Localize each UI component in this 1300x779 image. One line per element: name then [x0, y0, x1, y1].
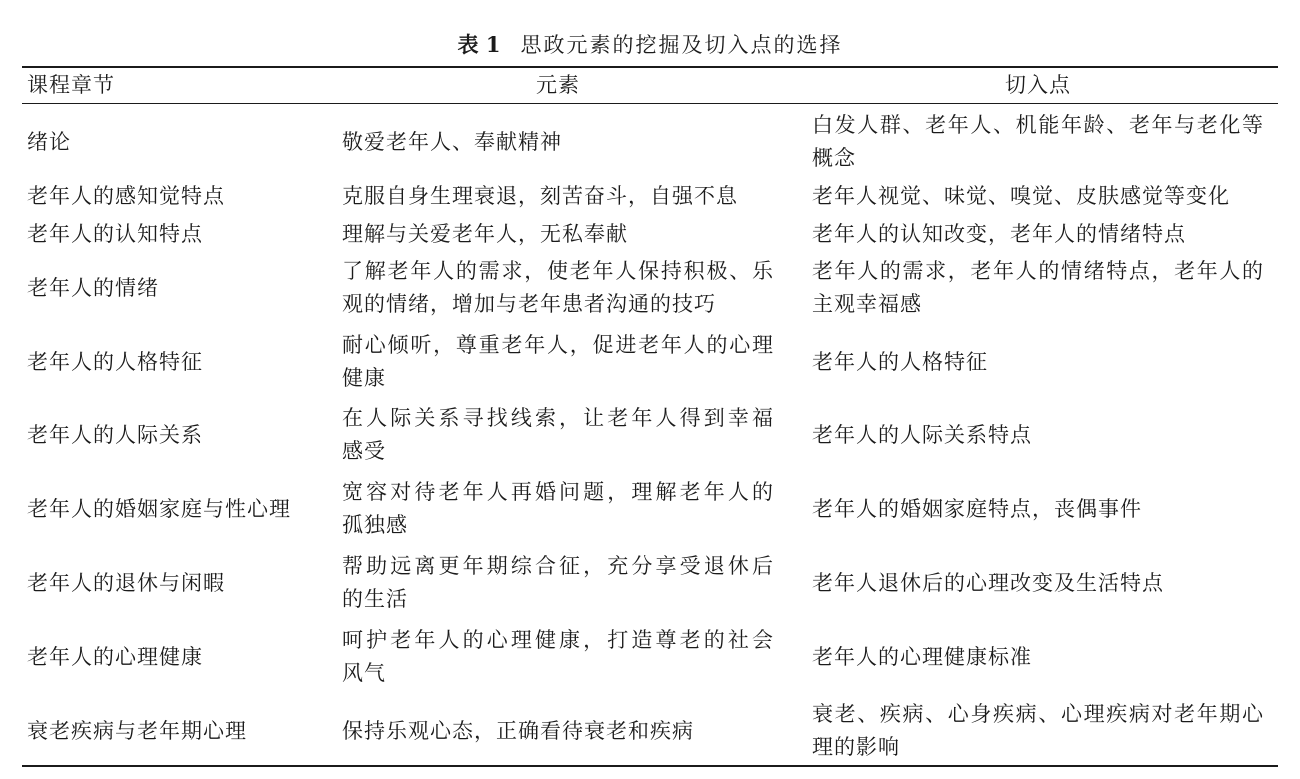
cell-element: [342, 322, 774, 402]
cell-element: [342, 402, 774, 468]
cell-entry-point: [812, 254, 1264, 322]
cell-chapter: [27, 178, 327, 214]
cell-text-line: 老年人的心理健康: [27, 644, 203, 669]
cell-chapter: [27, 698, 327, 764]
cell-chapter: [27, 468, 327, 550]
cell-entry-point: [812, 178, 1264, 214]
cell-element: [342, 178, 774, 214]
header-element: [342, 68, 774, 103]
cell-text-line: 老年人的人际关系: [27, 422, 203, 447]
cell-text-line: 老年人的婚姻家庭与性心理: [27, 496, 291, 521]
cell-entry-point: [812, 468, 1264, 550]
cell-text-line: 帮助远离更年期综合征，充分享受退休后: [342, 554, 774, 578]
cell-text-line: 老年人的认知特点: [27, 221, 203, 246]
cell-text-line: 健康: [342, 366, 386, 390]
cell-chapter: [27, 254, 327, 322]
cell-text-line: 保持乐观心态，正确看待衰老和疾病: [342, 718, 694, 743]
cell-entry-point: [812, 616, 1264, 698]
cell-text-line: 衰老、疾病、心身疾病、心理疾病对老年期心: [812, 702, 1264, 726]
cell-text-line: 老年人视觉、味觉、嗅觉、皮肤感觉等变化: [812, 183, 1230, 208]
cell-chapter: [27, 106, 327, 178]
table-row: [0, 214, 1300, 254]
table-row: [0, 550, 1300, 616]
cell-chapter: [27, 616, 327, 698]
cell-text-line: 理解与关爱老年人，无私奉献: [342, 221, 628, 246]
cell-element: [342, 616, 774, 698]
cell-text-line: 孤独感: [342, 513, 408, 537]
cell-text-line: 老年人的感知觉特点: [27, 183, 225, 208]
table-row: [0, 178, 1300, 214]
table-row: [0, 322, 1300, 402]
cell-text-line: 老年人的认知改变，老年人的情绪特点: [812, 221, 1186, 246]
table-caption: [0, 31, 1300, 59]
cell-text-line: 耐心倾听，尊重老年人，促进老年人的心理: [342, 333, 774, 357]
cell-text-line: 呵护老年人的心理健康，打造尊老的社会: [342, 628, 774, 652]
table-header-row: [0, 68, 1300, 103]
cell-text-line: 老年人的心理健康标准: [812, 644, 1032, 669]
table-row: [0, 698, 1300, 764]
cell-element: [342, 106, 774, 178]
cell-element: [342, 468, 774, 550]
cell-element: [342, 698, 774, 764]
cell-chapter: [27, 322, 327, 402]
header-chapter-label: 课程章节: [27, 73, 115, 97]
cell-text-line: 宽容对待老年人再婚问题，理解老年人的: [342, 480, 774, 504]
cell-text-line: 老年人的人格特征: [812, 349, 988, 374]
cell-text-line: 克服自身生理衰退，刻苦奋斗，自强不息: [342, 183, 738, 208]
cell-text-line: 绪论: [27, 129, 71, 154]
cell-text-line: 老年人的情绪: [27, 275, 159, 300]
cell-text-line: 白发人群、老年人、机能年龄、老年与老化等: [812, 113, 1264, 137]
cell-element: [342, 550, 774, 616]
cell-entry-point: [812, 402, 1264, 468]
cell-entry-point: [812, 106, 1264, 178]
cell-text-line: 的生活: [342, 587, 408, 611]
cell-entry-point: [812, 550, 1264, 616]
header-chapter: [27, 68, 327, 103]
cell-text-line: 风气: [342, 661, 386, 685]
table-title: 思政元素的挖掘及切入点的选择: [520, 33, 843, 57]
cell-text-line: 主观幸福感: [812, 292, 922, 316]
table-row: [0, 468, 1300, 550]
cell-chapter: [27, 550, 327, 616]
header-rule: [22, 103, 1278, 104]
table-label: 表 1: [457, 32, 501, 57]
table-row: [0, 254, 1300, 322]
cell-text-line: 敬爱老年人、奉献精神: [342, 129, 562, 154]
cell-text-line: 老年人的需求，老年人的情绪特点，老年人的: [812, 259, 1264, 283]
cell-element: [342, 214, 774, 254]
cell-element: [342, 254, 774, 322]
table-row: [0, 616, 1300, 698]
cell-entry-point: [812, 214, 1264, 254]
cell-entry-point: [812, 698, 1264, 764]
bottom-rule: [22, 765, 1278, 767]
cell-text-line: 老年人的婚姻家庭特点，丧偶事件: [812, 496, 1142, 521]
table-row: [0, 106, 1300, 178]
cell-text-line: 了解老年人的需求，使老年人保持积极、乐: [342, 259, 774, 283]
header-entry-point: [812, 68, 1264, 103]
cell-text-line: 老年人的人格特征: [27, 349, 203, 374]
table-body: [0, 106, 1300, 764]
cell-entry-point: [812, 322, 1264, 402]
header-entry-point-label: 切入点: [1005, 73, 1071, 97]
cell-text-line: 观的情绪，增加与老年患者沟通的技巧: [342, 292, 716, 316]
cell-chapter: [27, 402, 327, 468]
table-row: [0, 402, 1300, 468]
cell-text-line: 老年人退休后的心理改变及生活特点: [812, 570, 1164, 595]
cell-text-line: 感受: [342, 439, 386, 463]
cell-text-line: 老年人的退休与闲暇: [27, 570, 225, 595]
cell-text-line: 衰老疾病与老年期心理: [27, 718, 247, 743]
header-element-label: 元素: [536, 73, 580, 97]
cell-text-line: 理的影响: [812, 735, 900, 759]
cell-chapter: [27, 214, 327, 254]
cell-text-line: 在人际关系寻找线索，让老年人得到幸福: [342, 406, 774, 430]
cell-text-line: 老年人的人际关系特点: [812, 422, 1032, 447]
cell-text-line: 概念: [812, 146, 856, 170]
